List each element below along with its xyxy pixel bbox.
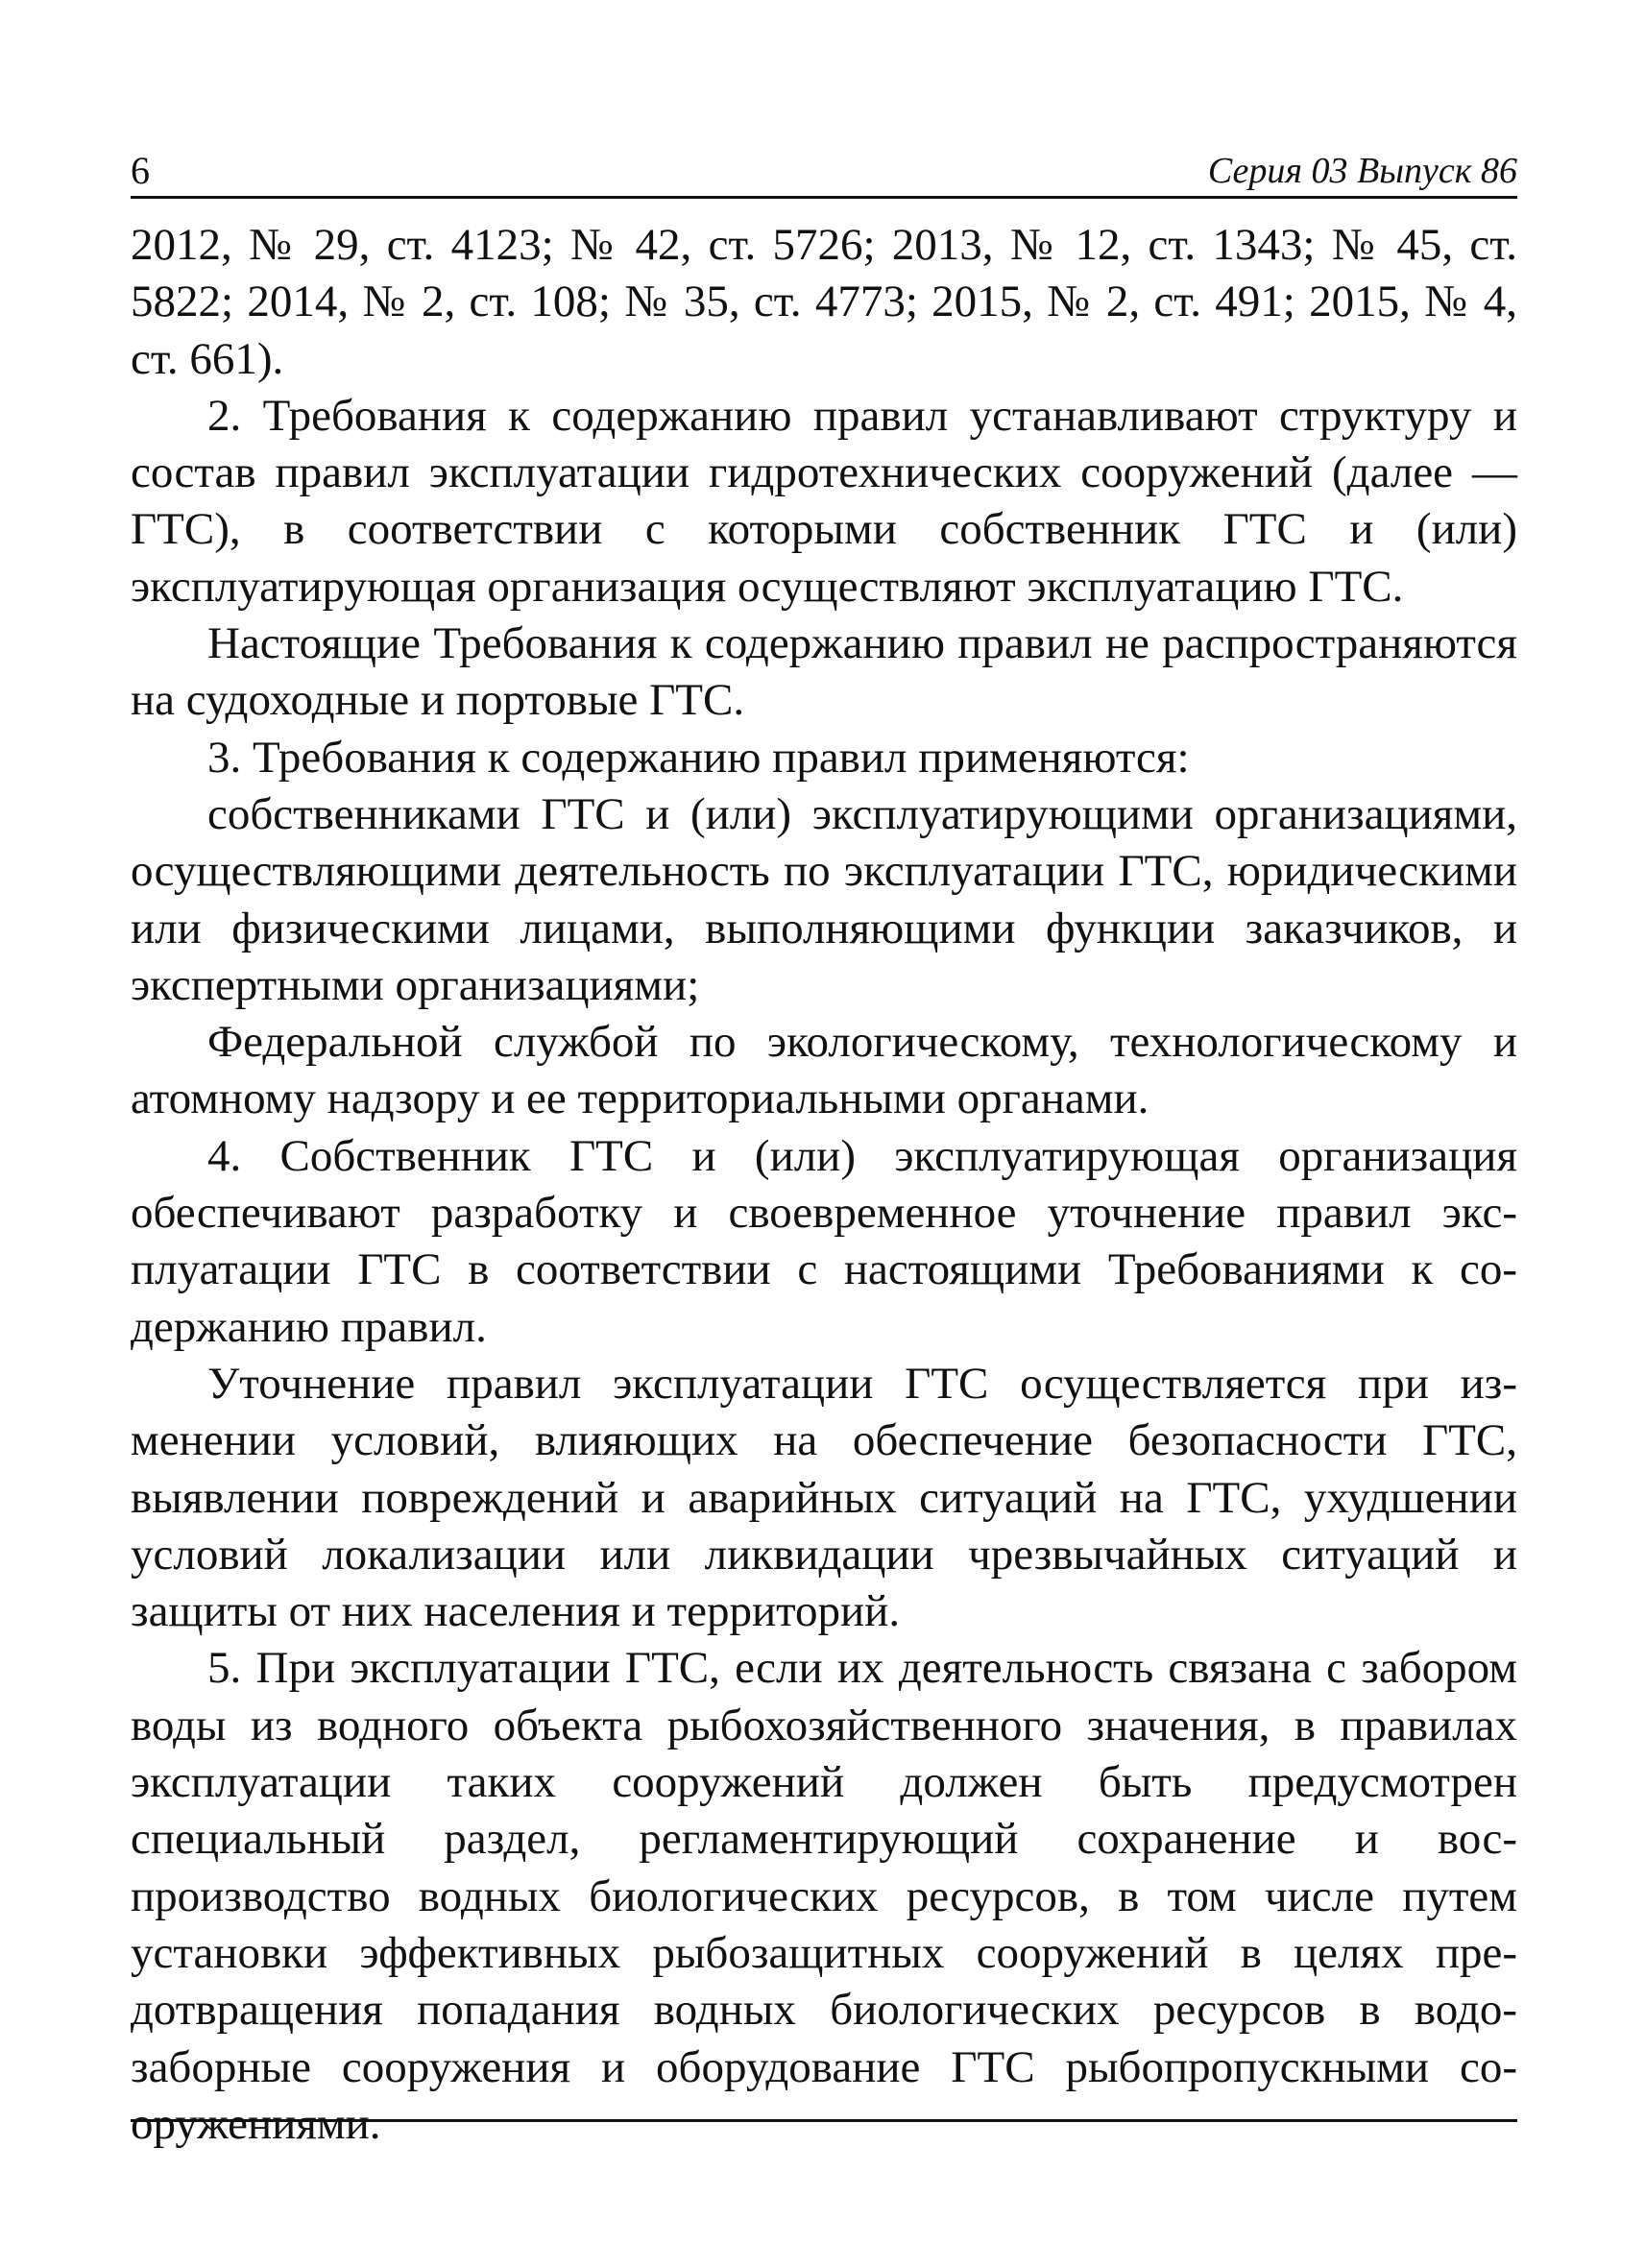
header-rule [131,196,1517,199]
page-header [131,144,1517,198]
bottom-rule [131,2119,1517,2122]
paragraph-item-5: 5. При эксплуатации ГТС, если их деятельность связана с забором воды из водного объекта рыбохозяйственного значения, в правилах эксплуатации таких сооружений должен быть предусмотрен специальный раздел, регламентирующий сохранение и воспроизводство водных биологических ресурсов, в том числе путем установки эффективных рыбозащитных сооружений в целях предотвращения попадания водных биологических ресурсов в водозаборные сооружения и оборудование ГТС рыбопропускными сооружениями. [131,1643,1517,2149]
paragraph-item-3-owners: собственниками ГТС и (или) эксплуатирующими организациями, осуществляющими деятельность по эксплуатации ГТС, юридическими или физическими лицами, выполняющими функции заказчиков, и экспертными организациями; [131,788,1517,1010]
page-number: 6 [131,149,150,192]
paragraph-citation-continuation: 2012, № 29, ст. 4123; № 42, ст. 5726; 2013, № 12, ст. 1343; № 45, ст. 5822; 2014, № 2, ст. 108; № 35, ст. 4773; 2015, № 2, ст. 491; 2015, № 4, ст. 661). [131,220,1517,384]
paragraph-item-2-note: Настоящие Требования к содержанию правил не распространяются на судоходные и портовые ГТС. [131,618,1517,726]
running-head: Серия 03 Выпуск 86 [1207,151,1517,191]
paragraph-item-2: 2. Требования к содержанию правил устанавливают структуру и состав правил эксплуатации гидротехнических сооружений (далее — ГТС), в соответствии с которыми собственник ГТС и (или) эксплуатирующая организация осуществляют эксплуатацию ГТС. [131,390,1517,612]
paragraph-item-4-clarification: Уточнение правил эксплуатации ГТС осуществляется при изменении условий, влияющих на обеспечение безопасности ГТС, выявлении повреждений и аварийных ситуаций на ГТС, ухудшении условий локализации или ликвидации чрезвычайных ситуаций и защиты от них населения и территорий. [131,1358,1517,1637]
paragraph-item-4: 4. Собственник ГТС и (или) эксплуатирующая организация обеспечивают разработку и своевременное уточнение правил эксплуатации ГТС в соответствии с настоящими Требованиями к содержанию правил. [131,1130,1517,1352]
paragraph-item-3-service: Федеральной службой по экологическому, технологическому и атомному надзору и ее территориальными органами. [131,1017,1517,1124]
paragraph-item-3: 3. Требования к содержанию правил применяются: [207,732,1190,783]
text-body [131,217,1517,2153]
